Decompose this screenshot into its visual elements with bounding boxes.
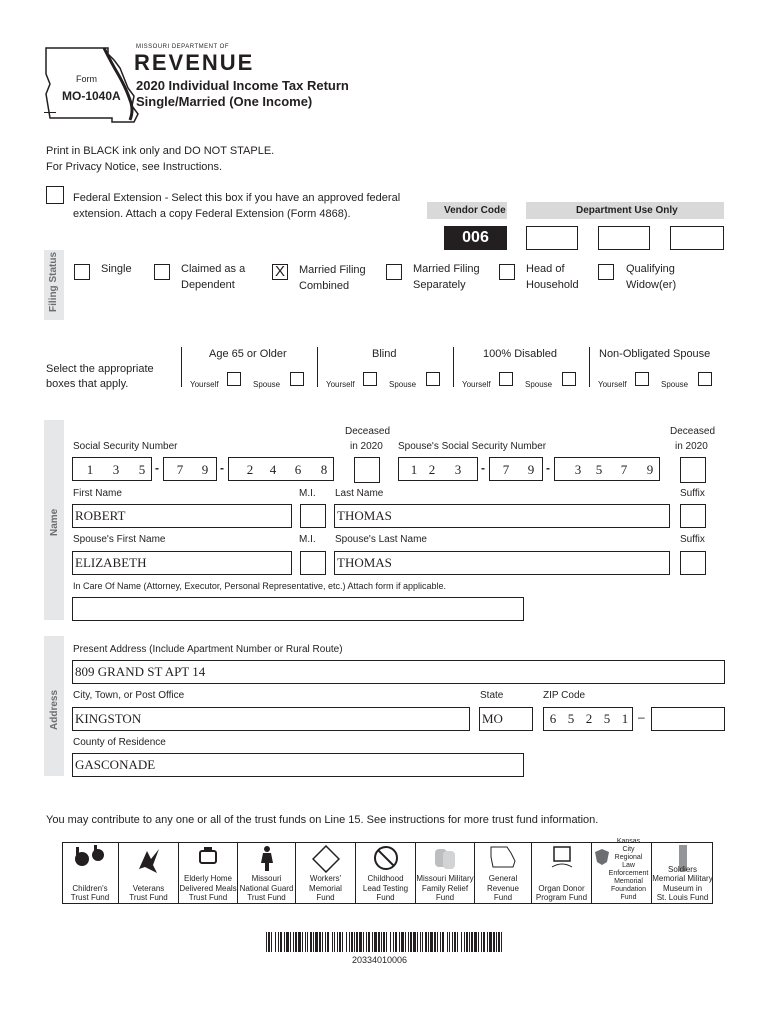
disabled-yourself-checkbox[interactable] [499, 372, 513, 386]
barcode-bar [295, 932, 297, 952]
barcode-bar [354, 932, 355, 952]
barcode-bar [313, 932, 314, 952]
filing-status-head-household-label-1: Head of [526, 263, 565, 275]
spouse-ssn-digit: 9 [646, 462, 654, 477]
barcode-bar [447, 932, 448, 952]
trust-fund-label: Trust Fund [129, 892, 168, 902]
trust-fund-label: Children's [72, 883, 108, 893]
eagle-icon [135, 845, 163, 875]
ssn-dash: - [220, 461, 224, 475]
filing-status-label: Filing Status [48, 252, 59, 312]
present-address-value: 809 GRAND ST APT 14 [75, 664, 206, 679]
department-use-box-3 [670, 226, 724, 250]
spouse-ssn-digit: 9 [527, 462, 535, 477]
form-subtitle: Single/Married (One Income) [136, 94, 313, 109]
spouse-mi-label: M.I. [299, 534, 316, 545]
trust-fund-label: Missouri [251, 874, 282, 884]
zip-extension-field[interactable] [651, 707, 725, 731]
trust-fund-label: Family Relief [421, 883, 469, 893]
spouse-deceased-label-1: Deceased [670, 426, 716, 437]
barcode-bar [440, 932, 441, 952]
last-name-value: THOMAS [337, 508, 392, 523]
barcode-bar [420, 932, 421, 952]
barcode-bar [346, 932, 347, 952]
form-label: Form [76, 74, 97, 84]
trust-fund-lead-testing[interactable] [356, 842, 416, 904]
spouse-first-name-label: Spouse's First Name [73, 534, 166, 545]
deceased-checkbox[interactable] [354, 457, 380, 483]
spouse-ssn-digit: 3 [574, 462, 582, 477]
trust-fund-label: Trust Fund [188, 892, 228, 902]
ssn-digit: 5 [138, 462, 146, 477]
zip-digit: 1 [621, 711, 629, 726]
spouse-ssn-digit: 7 [502, 462, 510, 477]
barcode-bar [434, 932, 436, 952]
trust-fund-label: General [488, 874, 518, 884]
ssn-digit: 6 [294, 462, 302, 477]
trust-fund-military-family[interactable] [416, 842, 475, 904]
spouse-suffix-field[interactable] [680, 551, 706, 575]
trust-fund-label: Workers' [309, 874, 342, 884]
trust-fund-elderly-meals[interactable] [179, 842, 238, 904]
barcode-bar [413, 932, 416, 952]
department-use-box-1 [526, 226, 578, 250]
trust-fund-law-enforcement[interactable] [592, 837, 652, 904]
trust-fund-label: Fund [435, 892, 455, 902]
non-obligated-yourself-label: Yourself [598, 380, 627, 389]
group-divider [317, 347, 318, 387]
barcode-bar [293, 932, 294, 952]
barcode-bar [302, 932, 303, 952]
county-value: GASCONADE [75, 757, 156, 772]
trust-fund-label: Trust Fund [70, 892, 110, 902]
vendor-code-label: Vendor Code [444, 205, 506, 216]
barcode-bar [489, 932, 492, 952]
spouse-deceased-label-2: in 2020 [675, 441, 708, 452]
barcode-bar [501, 932, 502, 952]
barcode-bar [286, 932, 289, 952]
barcode-bar [327, 932, 329, 952]
filing-status-widow-label-2: Widow(er) [626, 279, 677, 291]
barcode-bar [368, 932, 370, 952]
spouse-deceased-checkbox[interactable] [680, 457, 706, 483]
spouse-suffix-label: Suffix [680, 534, 705, 545]
barcode-bar [461, 932, 462, 952]
trust-fund-label: Kansas City Regional Law [614, 837, 643, 869]
barcode-bar [275, 932, 276, 952]
non-obligated-spouse-checkbox[interactable] [698, 372, 712, 386]
trust-fund-soldiers-museum[interactable] [652, 842, 713, 904]
age65-yourself-label: Yourself [190, 380, 219, 389]
boxes-apply-text-1: Select the appropriate [46, 363, 154, 375]
last-name-label: Last Name [335, 488, 384, 499]
disabled-yourself-label: Yourself [462, 380, 491, 389]
trust-fund-label: Veterans [132, 883, 165, 893]
barcode-bar [298, 932, 301, 952]
filing-status-head-household-checkbox[interactable] [499, 264, 515, 280]
group-divider [453, 347, 454, 387]
barcode-bar [483, 932, 485, 952]
barcode-bar [332, 932, 333, 952]
barcode-bar [430, 932, 433, 952]
barcode-bar [378, 932, 380, 952]
barcode [266, 932, 504, 952]
zip-digit: 2 [585, 711, 593, 726]
trust-fund-label: Fund [493, 892, 513, 902]
trust-fund-national-guard[interactable] [238, 842, 296, 904]
barcode-bar [351, 932, 353, 952]
trust-fund-label: Revenue [486, 883, 520, 893]
barcode-bar [363, 932, 364, 952]
zip-dash: – [638, 710, 645, 724]
barcode-number: 20334010006 [352, 955, 408, 965]
blind-spouse-checkbox[interactable] [426, 372, 440, 386]
non-obligated-spouse-check-label: Spouse [661, 380, 689, 389]
trust-fund-workers-memorial[interactable] [296, 842, 356, 904]
trust-fund-label: Memorial [614, 877, 643, 885]
trust-fund-label: Memorial [309, 883, 342, 893]
deceased-label-1: Deceased [345, 426, 391, 437]
federal-extension-checkbox[interactable] [46, 186, 64, 204]
filing-status-single-label: Single [101, 263, 132, 275]
trust-fund-label: Museum in [662, 883, 703, 893]
blind-label: Blind [372, 348, 397, 360]
blind-spouse-label: Spouse [389, 380, 417, 389]
barcode-bar [496, 932, 497, 952]
barcode-bar [410, 932, 412, 952]
filing-status-dependent-label-1: Claimed as a [181, 263, 246, 275]
header-divider [44, 112, 56, 113]
barcode-bar [390, 932, 391, 952]
barcode-bar [310, 932, 312, 952]
age65-spouse-label: Spouse [253, 380, 281, 389]
spouse-ssn-label: Spouse's Social Security Number [398, 441, 547, 452]
trust-fund-childrens[interactable] [62, 842, 119, 904]
barcode-bar [464, 932, 465, 952]
city-label: City, Town, or Post Office [73, 690, 185, 701]
deceased-label-2: in 2020 [350, 441, 383, 452]
share-life-icon [548, 845, 576, 871]
barcode-bar [386, 932, 387, 952]
spouse-mi-field[interactable] [300, 551, 326, 575]
barcode-bar [337, 932, 338, 952]
spouse-ssn-dash: - [481, 461, 485, 475]
group-divider [181, 347, 182, 387]
barcode-bar [425, 932, 427, 952]
barcode-bar [498, 932, 500, 952]
meal-icon [197, 845, 219, 867]
spouse-ssn-digit: 1 [410, 462, 418, 477]
trust-fund-veterans[interactable] [119, 842, 179, 904]
barcode-bar [399, 932, 400, 952]
trust-fund-label: Delivered Meals [179, 883, 237, 893]
federal-extension-text-1: Federal Extension - Select this box if you have an approved federal [73, 192, 401, 204]
trust-fund-label: Trust Fund [247, 892, 286, 902]
trust-fund-general-revenue[interactable] [475, 842, 532, 904]
dog-tags-icon [431, 845, 459, 871]
barcode-bar [481, 932, 482, 952]
vendor-code-value: 006 [462, 229, 489, 246]
filing-status-widow-checkbox[interactable] [598, 264, 614, 280]
barcode-bar [493, 932, 495, 952]
ssn-label: Social Security Number [73, 441, 178, 452]
group-divider [589, 347, 590, 387]
disabled-spouse-checkbox[interactable] [562, 372, 576, 386]
form-number: MO-1040A [62, 89, 121, 103]
state-value: MO [482, 711, 503, 726]
barcode-bar [319, 932, 321, 952]
filing-status-married-combined-checkbox[interactable] [272, 264, 288, 280]
zip-digit: 5 [603, 711, 611, 726]
non-obligated-spouse-label: Non-Obligated Spouse [599, 348, 711, 360]
barcode-bar [422, 932, 423, 952]
age65-spouse-checkbox[interactable] [290, 372, 304, 386]
address-section-label: Address [49, 689, 60, 730]
barcode-bar [266, 932, 267, 952]
first-name-value: ROBERT [75, 508, 126, 523]
barcode-bar [374, 932, 377, 952]
trust-fund-intro: You may contribute to any one or all of the trust funds on Line 15. See instructions for more trust fund information. [46, 814, 599, 826]
barcode-bar [457, 932, 458, 952]
county-label: County of Residence [73, 737, 166, 748]
barcode-bar [307, 932, 308, 952]
spouse-ssn-digit: 2 [428, 462, 436, 477]
care-of-label: In Care Of Name (Attorney, Executor, Personal Representative, etc.) Attach form if applicable. [73, 581, 447, 591]
ssn-digit: 2 [246, 462, 254, 477]
barcode-bar [393, 932, 394, 952]
ssn-digit: 4 [269, 462, 277, 477]
barcode-bar [383, 932, 385, 952]
agency-small-text: MISSOURI DEPARTMENT OF [136, 44, 230, 50]
barcode-bar [334, 932, 335, 952]
spouse-last-name-value: THOMAS [337, 555, 392, 570]
ssn-digit: 1 [86, 462, 94, 477]
barcode-bar [437, 932, 438, 952]
city-value: KINGSTON [75, 711, 142, 726]
barcode-bar [401, 932, 404, 952]
spouse-first-name-value: ELIZABETH [75, 555, 147, 570]
workers-diamond-icon [312, 845, 340, 873]
instructions-line-1: Print in BLACK ink only and DO NOT STAPLE. [46, 145, 275, 157]
barcode-bar [454, 932, 456, 952]
trust-fund-organ-donor[interactable] [532, 842, 592, 904]
barcode-bar [322, 932, 323, 952]
mi-label: M.I. [299, 488, 316, 499]
agency-large-text: REVENUE [134, 50, 255, 75]
barcode-bar [325, 932, 326, 952]
barcode-bar [466, 932, 468, 952]
trust-fund-label: Enforcement [608, 869, 649, 877]
state-label: State [480, 690, 504, 701]
trust-fund-label: Lead Testing [362, 883, 409, 893]
barcode-bar [315, 932, 318, 952]
spouse-ssn-digit: 3 [454, 462, 462, 477]
barcode-bar [356, 932, 358, 952]
barcode-bar [478, 932, 479, 952]
age-65-label: Age 65 or Older [209, 348, 287, 360]
trust-fund-label: Childhood [367, 874, 404, 884]
barcode-bar [487, 932, 488, 952]
filing-status-head-household-label-2: Household [526, 279, 579, 291]
ssn-digit: 8 [320, 462, 328, 477]
trust-fund-label: Soldiers [668, 865, 697, 875]
barcode-bar [271, 932, 272, 952]
zip-digit: 6 [549, 711, 557, 726]
ssn-dash: - [155, 461, 159, 475]
filing-status-widow-label-1: Qualifying [626, 263, 675, 275]
barcode-bar [474, 932, 477, 952]
barcode-bar [428, 932, 429, 952]
ssn-digit: 9 [201, 462, 209, 477]
barcode-bar [469, 932, 470, 952]
ssn-digit: 7 [176, 462, 184, 477]
suffix-label: Suffix [680, 488, 705, 499]
missouri-outline-icon [489, 845, 517, 869]
boxes-apply-text-2: boxes that apply. [46, 378, 129, 390]
minuteman-icon [257, 845, 277, 871]
care-of-field[interactable] [72, 597, 524, 621]
filing-status-married-separately-label-2: Separately [413, 279, 466, 291]
barcode-bar [280, 932, 282, 952]
barcode-bar [268, 932, 270, 952]
filing-status-dependent-label-2: Dependent [181, 279, 235, 291]
barcode-bar [284, 932, 285, 952]
filing-status-dependent-checkbox[interactable] [154, 264, 170, 280]
barcode-bar [278, 932, 279, 952]
trust-fund-label: Missouri Military [416, 874, 474, 884]
filing-status-married-separately-checkbox[interactable] [386, 264, 402, 280]
age65-yourself-checkbox[interactable] [227, 372, 241, 386]
barcode-bar [452, 932, 453, 952]
barcode-bar [349, 932, 350, 952]
vendor-code-box [444, 226, 507, 250]
lead-circle-icon [373, 845, 399, 871]
spouse-ssn-dash: - [546, 461, 550, 475]
barcode-bar [339, 932, 341, 952]
blind-yourself-checkbox[interactable] [363, 372, 377, 386]
spouse-ssn-digit: 7 [620, 462, 628, 477]
filing-status-married-separately-label-1: Married Filing [413, 263, 480, 275]
spouse-last-name-label: Spouse's Last Name [335, 534, 427, 545]
trust-fund-label: Fund [376, 892, 395, 902]
barcode-bar [381, 932, 382, 952]
barcode-bar [471, 932, 473, 952]
barcode-bar [405, 932, 406, 952]
barcode-bar [359, 932, 362, 952]
department-use-box-2 [598, 226, 650, 250]
present-address-label: Present Address (Include Apartment Number or Rural Route) [73, 644, 343, 655]
blind-yourself-label: Yourself [326, 380, 355, 389]
filing-status-married-combined-label-1: Married Filing [299, 264, 366, 276]
barcode-bar [290, 932, 291, 952]
name-section-label: Name [49, 508, 60, 536]
suffix-field[interactable] [680, 504, 706, 528]
trust-fund-label: Program Fund [535, 892, 588, 902]
spouse-ssn-digit: 5 [595, 462, 603, 477]
ssn-digit: 3 [112, 462, 120, 477]
barcode-bar [442, 932, 444, 952]
trust-fund-label: Memorial Military [652, 874, 713, 884]
form-title: 2020 Individual Income Tax Return [136, 78, 349, 93]
filing-status-single-checkbox[interactable] [74, 264, 90, 280]
barcode-bar [449, 932, 450, 952]
barcode-bar [366, 932, 367, 952]
zip-label: ZIP Code [543, 690, 586, 701]
handprints-icon [70, 845, 110, 871]
trust-fund-label: Foundation Fund [610, 885, 647, 901]
barcode-bar [395, 932, 397, 952]
barcode-bar [342, 932, 343, 952]
trust-fund-label: National Guard [239, 883, 294, 893]
trust-fund-label: St. Louis Fund [656, 892, 709, 902]
barcode-bar [417, 932, 418, 952]
instructions-line-2: For Privacy Notice, see Instructions. [46, 161, 223, 173]
non-obligated-yourself-checkbox[interactable] [635, 372, 649, 386]
federal-extension-text-2: extension. Attach a copy Federal Extension (Form 4868). [73, 208, 351, 220]
filing-status-married-combined-label-2: Combined [299, 280, 350, 292]
disabled-spouse-label: Spouse [525, 380, 553, 389]
checked-mark-icon: X [274, 263, 285, 280]
trust-fund-label: Fund [316, 892, 335, 902]
department-use-label: Department Use Only [576, 205, 678, 216]
trust-fund-label: Elderly Home [183, 874, 232, 884]
first-name-label: First Name [73, 488, 122, 499]
barcode-bar [372, 932, 373, 952]
trust-fund-label: Organ Donor [538, 883, 585, 893]
mi-field[interactable] [300, 504, 326, 528]
barcode-bar [305, 932, 306, 952]
barcode-bar [408, 932, 409, 952]
disabled-label: 100% Disabled [483, 348, 557, 360]
zip-digit: 5 [567, 711, 575, 726]
